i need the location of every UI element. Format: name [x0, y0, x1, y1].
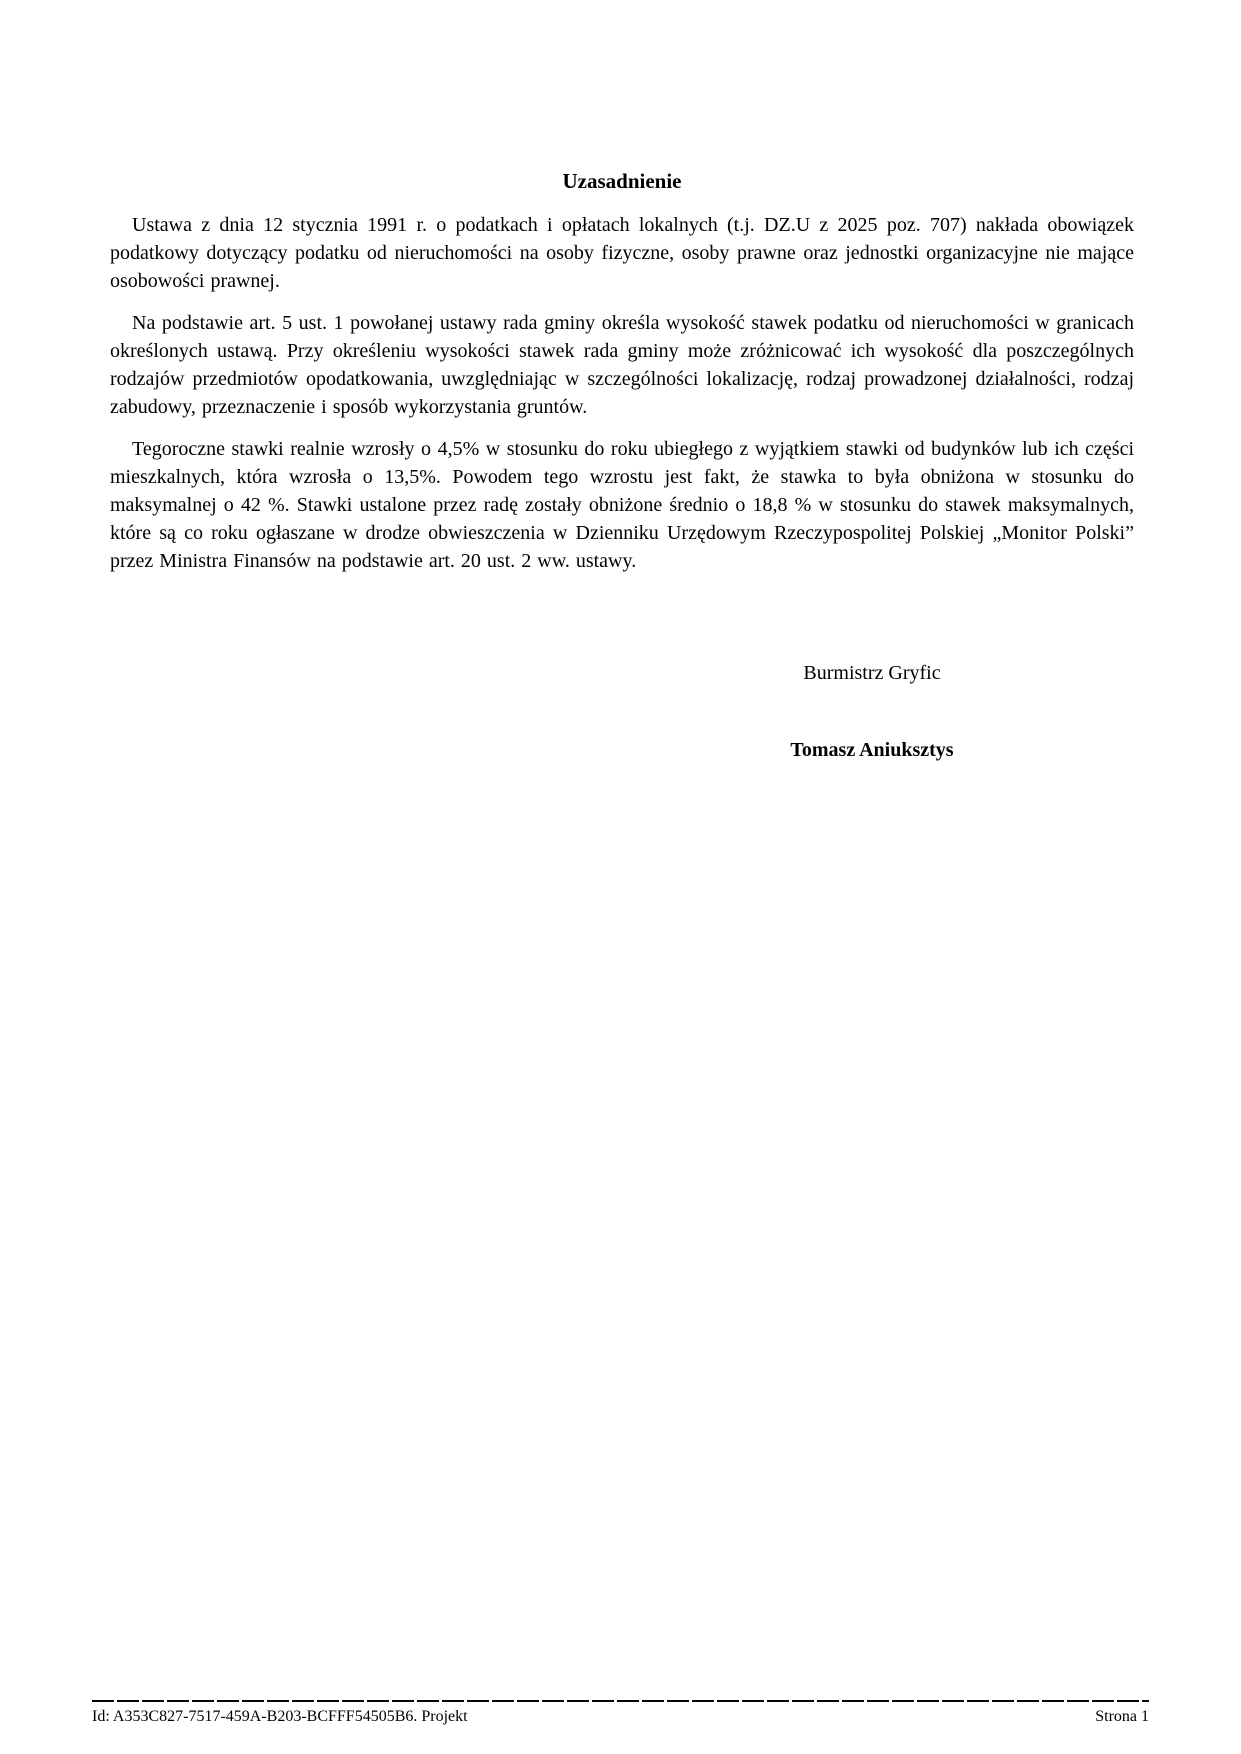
footer-row	[92, 1707, 1149, 1727]
signature-block	[722, 659, 1022, 764]
signature-name: Tomasz Aniuksztys	[790, 739, 954, 761]
paragraph-1: Ustawa z dnia 12 stycznia 1991 r. o podatkach i opłatach lokalnych (t.j. DZ.U z 2025 poz. 707) nakłada obowiązek podatkowy dotyczący podatku od nieruchomości na osoby fizyczne, osoby prawne oraz jednostki organizacyjne nie mające osobowości prawnej.	[110, 214, 1134, 292]
document-body	[110, 0, 1134, 764]
page-number: Strona 1	[1095, 1708, 1149, 1725]
document-title: Uzasadnienie	[562, 169, 682, 193]
signature-role: Burmistrz Gryfic	[803, 662, 941, 684]
document-id: Id: A353C827-7517-459A-B203-BCFFF54505B6. Projekt	[92, 1708, 468, 1725]
paragraph-2: Na podstawie art. 5 ust. 1 powołanej ustawy rada gminy określa wysokość stawek podatku od nieruchomości w granicach określonych ustawą. Przy określeniu wysokości stawek rada gminy może zróżnicować ich wysokość dla poszczególnych rodzajów przedmiotów opodatkowania, uwzględniając w szczególności lokalizację, rodzaj prowadzonej działalności, rodzaj zabudowy, przeznaczenie i sposób wykorzystania gruntów.	[110, 312, 1134, 418]
paragraph-3: Tegoroczne stawki realnie wzrosły o 4,5% w stosunku do roku ubiegłego z wyjątkiem stawki od budynków lub ich części mieszkalnych, która wzrosła o 13,5%. Powodem tego wzrostu jest fakt, że stawka to była obniżona w stosunku do maksymalnej o 42 %. Stawki ustalone przez radę zostały obniżone średnio o 18,8 % w stosunku do stawek maksymalnych, które są co roku ogłaszane w drodze obwieszczenia w Dzienniku Urzędowym Rzeczypospolitej Polskiej „Monitor Polski” przez Ministra Finansów na podstawie art. 20 ust. 2 ww. ustawy.	[110, 438, 1134, 572]
footer-divider	[92, 1700, 1149, 1702]
page-footer	[92, 1700, 1149, 1727]
